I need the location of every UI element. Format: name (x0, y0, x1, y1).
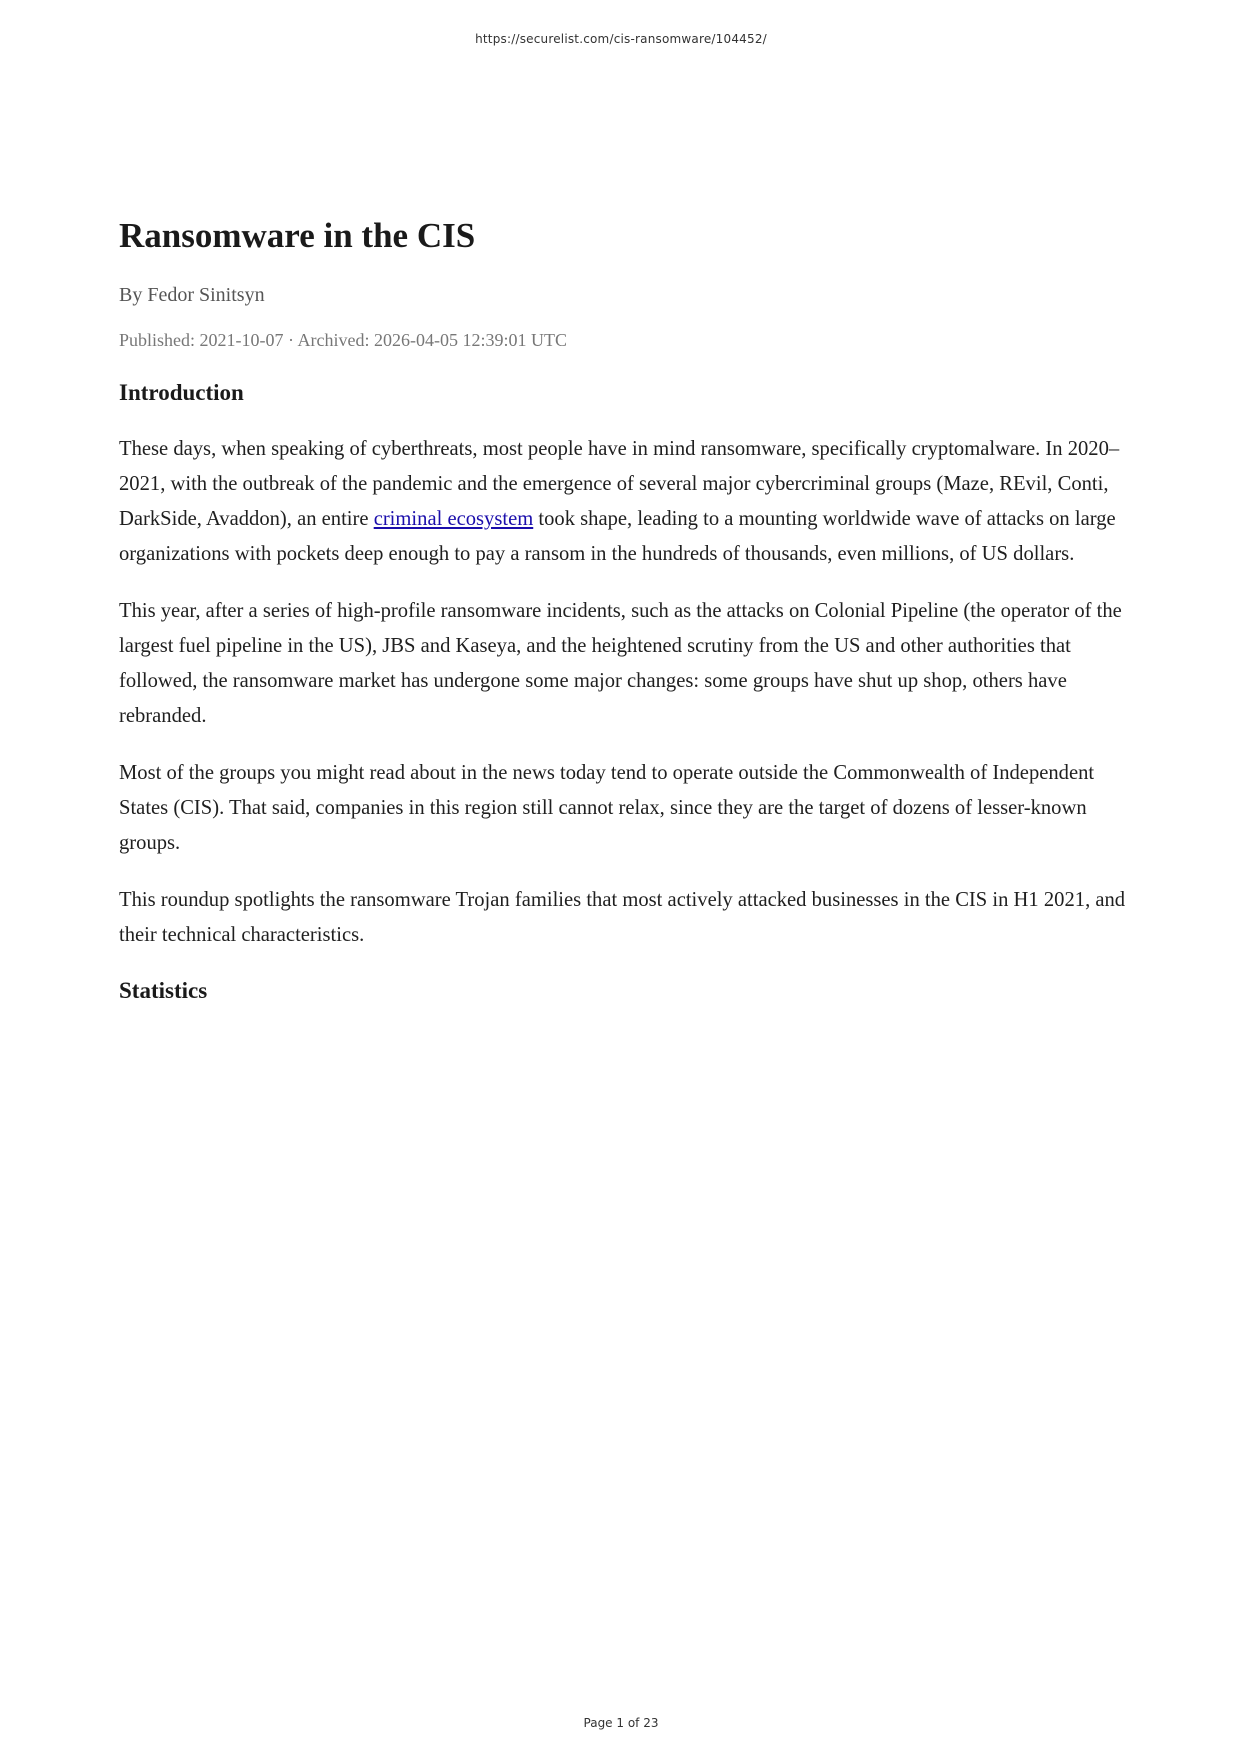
introduction-heading: Introduction (119, 380, 244, 405)
paragraph-1-text-end: took shape, leading to a mounting worldwide wave of attacks on large organizations with pockets deep enough to pay a ransom in the hundreds of thousands, even millions, of US dollars. (119, 508, 1116, 565)
criminal-ecosystem-link[interactable]: criminal ecosystem (373, 508, 534, 530)
article (119, 214, 1129, 1007)
paragraph-4: This roundup spotlights the ransomware Trojan families that most actively attacked businesses in the CIS in H1 2021, and their technical characteristics. (119, 889, 1126, 946)
paragraph-1 (119, 432, 1129, 572)
statistics-heading: Statistics (119, 978, 208, 1003)
article-byline: By Fedor Sinitsyn (119, 284, 265, 306)
page-number: Page 1 of 23 (583, 1716, 659, 1730)
article-title: Ransomware in the CIS (119, 216, 476, 255)
article-meta: Published: 2021-10-07 · Archived: 2026-04-05 12:39:01 UTC (119, 330, 567, 350)
page-url: https://securelist.com/cis-ransomware/104452/ (475, 32, 767, 46)
paragraph-1-text-start: These days, when speaking of cyberthreats, most people have in mind ransomware, specifically cryptomalware. In 2020–2021, with the outbreak of the pandemic and the emergence of several major cybercriminal groups (Maze, REvil, Conti, DarkSide, Avaddon), an entire (119, 438, 1120, 530)
paragraph-2: This year, after a series of high-profile ransomware incidents, such as the attacks on Colonial Pipeline (the operator of the largest fuel pipeline in the US), JBS and Kaseya, and the heightened scrutiny from the US and other authorities that followed, the ransomware market has undergone some major changes: some groups have shut up shop, others have rebranded. (119, 600, 1122, 727)
paragraph-3: Most of the groups you might read about in the news today tend to operate outside the Commonwealth of Independent States (CIS). That said, companies in this region still cannot relax, since they are the target of dozens of lesser-known groups. (119, 762, 1095, 854)
